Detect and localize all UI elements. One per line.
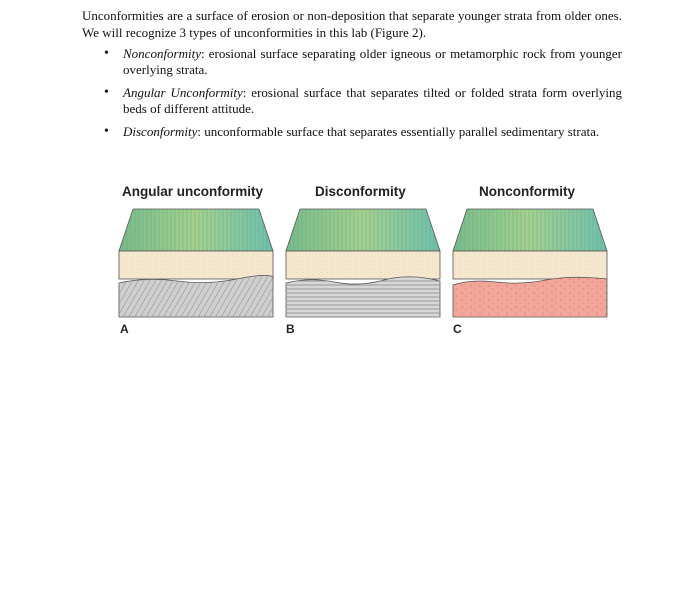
term-nonconformity: Nonconformity bbox=[123, 46, 201, 61]
term-disconformity: Disconformity bbox=[123, 124, 198, 139]
panel-letter-c: C bbox=[453, 322, 462, 336]
green-top-texture bbox=[119, 209, 273, 251]
panel-letter-a: A bbox=[120, 322, 129, 336]
definition-disconformity: : unconformable surface that separates essentially parallel sedimentary strata. bbox=[197, 124, 600, 139]
bullet-icon: • bbox=[104, 124, 109, 139]
sand-texture bbox=[119, 251, 273, 279]
tilted-strata-texture bbox=[119, 275, 273, 317]
unconformity-list bbox=[104, 46, 622, 147]
figure-title-disconformity: Disconformity bbox=[315, 184, 406, 199]
figure-title-angular: Angular unconformity bbox=[122, 184, 263, 199]
green-top-texture bbox=[453, 209, 607, 251]
list-item bbox=[104, 85, 622, 117]
definition-nonconformity: : erosional surface separating older igneous or metamorphic rock from younger overlying strata. bbox=[123, 46, 622, 77]
figure-title-nonconformity: Nonconformity bbox=[479, 184, 575, 199]
definition-angular-unconformity: : erosional surface that separates tilted or folded strata form overlying beds of different attitude. bbox=[123, 85, 622, 116]
list-item bbox=[104, 124, 622, 140]
sand-texture bbox=[453, 251, 607, 279]
disconformity-diagram bbox=[284, 207, 442, 319]
list-item bbox=[104, 46, 622, 78]
bullet-icon: • bbox=[104, 46, 109, 61]
sand-texture bbox=[286, 251, 440, 279]
panel-letter-b: B bbox=[286, 322, 295, 336]
bullet-icon: • bbox=[104, 85, 109, 100]
angular-unconformity-diagram bbox=[117, 207, 275, 319]
nonconformity-diagram bbox=[451, 207, 609, 319]
parallel-strata-texture bbox=[286, 277, 440, 317]
green-top-texture bbox=[286, 209, 440, 251]
igneous-texture bbox=[453, 277, 607, 317]
term-angular-unconformity: Angular Unconformity bbox=[123, 85, 243, 100]
intro-paragraph: Unconformities are a surface of erosion or non-deposition that separate younger strata from older ones. We will recognize 3 types of unconformities in this lab (Figure 2). bbox=[82, 8, 622, 40]
